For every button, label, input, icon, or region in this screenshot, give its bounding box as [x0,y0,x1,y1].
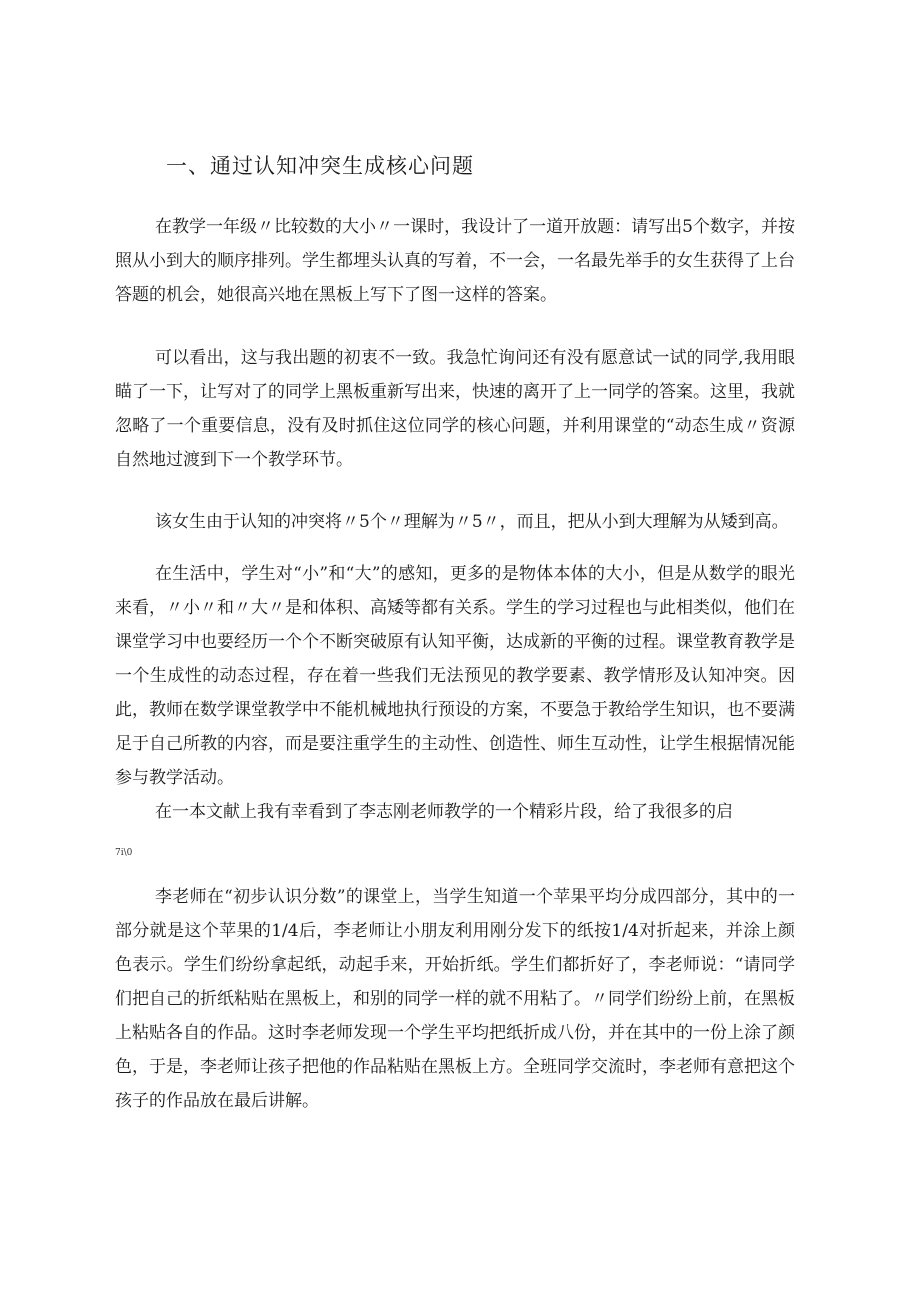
text-fragment: 7i\0 [115,848,133,858]
paragraph-life-perception: 在生活中，学生对“小”和“大”的感知，更多的是物体本体的大小，但是从数学的眼光来看，〃小〃和〃大〃是和体积、高矮等都有关系。学生的学习过程也与此相类似，他们在课堂学习中也要经历一个个不断突破原有认知平衡，达成新的平衡的过程。课堂教育教学是一个生成性的动态过程，存在着一些我们无法预见的教学要素、教学情形及认知冲突。因此，教师在数学课堂教学中不能机械地执行预设的方案，不要急于教给学生知识，也不要满足于自己所教的内容，而是要注重学生的主动性、创造性、师生互动性，让学生根据情况能参与教学活动。 [115,564,795,788]
paragraph-fraction-lesson: 李老师在“初步认识分数”的课堂上，当学生知道一个苹果平均分成四部分，其中的一部分就是这个苹果的1/4后，李老师让小朋友利用刚分发下的纸按1/4对折起来，并涂上颜色表示。学生们纷纷拿起纸，动起手来，开始折纸。学生们都折好了，李老师说：“请同学们把自己的折纸粘贴在黑板上，和别的同学一样的就不用粘了。〃同学们纷纷上前，在黑板上粘贴各自的作品。这时李老师发现一个学生平均把纸折成八份，并在其中的一份上涂了颜色，于是，李老师让孩子把他的作品粘贴在黑板上方。全班同学交流时，李老师有意把这个孩子的作品放在最后讲解。 [115,887,795,1111]
section-heading: 一、通过认知冲突生成核心问题 [166,154,474,178]
paragraph-cognitive-conflict: 该女生由于认知的冲突将〃5个〃理解为〃5〃，而且，把从小到大理解为从矮到高。 [155,512,789,532]
paragraph-literature-intro: 在一本文献上我有幸看到了李志刚老师教学的一个精彩片段，给了我很多的启 [155,802,733,822]
paragraph-open-question: 在教学一年级〃比较数的大小〃一课时，我设计了一道开放题：请写出5个数字，并按照从小到大的顺序排列。学生都埋头认真的写着，不一会，一名最先举手的女生获得了上台答题的机会，她很高兴地在黑板上写下了图一这样的答案。 [115,217,795,305]
paragraph-initial-intent: 可以看出，这与我出题的初衷不一致。我急忙询问还有没有愿意试一试的同学,我用眼瞄了一下，让写对了的同学上黑板重新写出来，快速的离开了上一同学的答案。这里，我就忽略了一个重要信息，没有及时抓住这位同学的核心问题，并利用课堂的“动态生成〃资源自然地过渡到下一个教学环节。 [115,348,795,470]
